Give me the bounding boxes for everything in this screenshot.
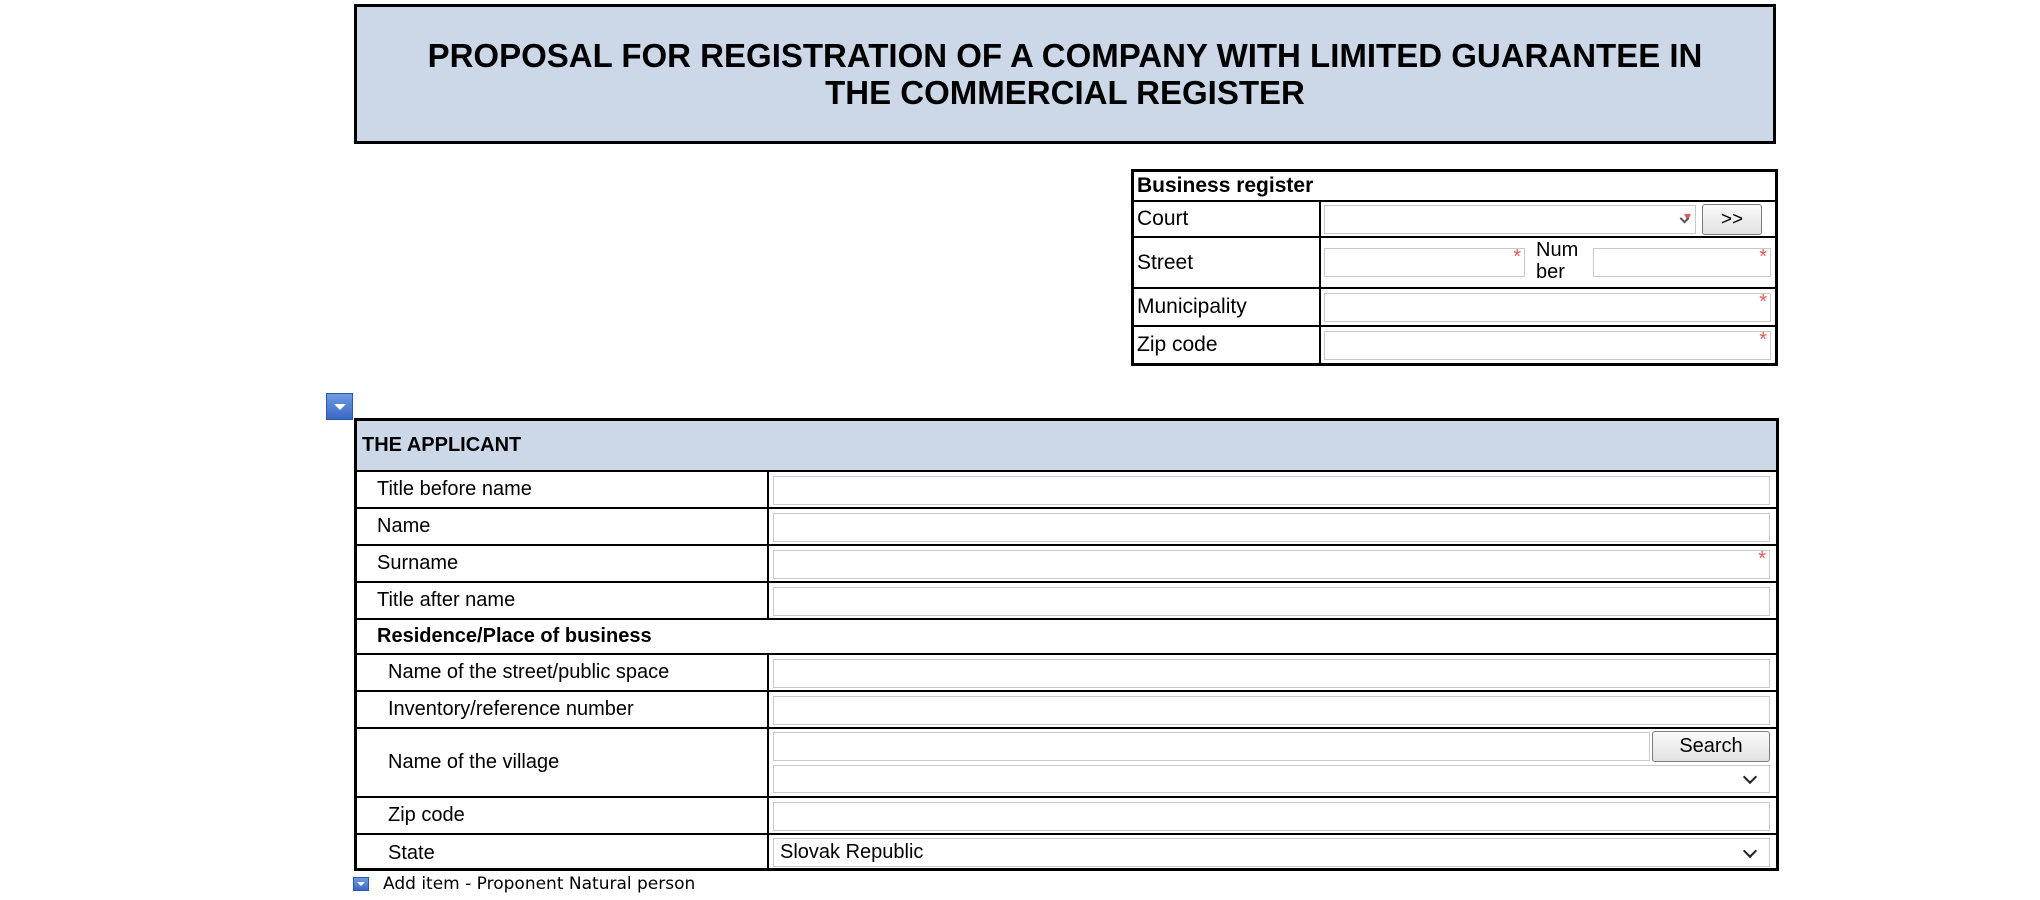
state-row bbox=[357, 835, 1776, 871]
title-after-row bbox=[357, 583, 1776, 620]
column-divider bbox=[767, 692, 769, 727]
add-item-label: Add item - Proponent Natural person bbox=[383, 874, 696, 894]
surname-row bbox=[357, 546, 1776, 583]
required-marker: * bbox=[1759, 329, 1767, 351]
chevron-down-icon bbox=[1743, 844, 1757, 858]
column-divider bbox=[767, 798, 769, 833]
court-row bbox=[1134, 200, 1775, 236]
village-label: Name of the village bbox=[388, 751, 560, 773]
title-after-label: Title after name bbox=[377, 589, 516, 611]
court-label: Court bbox=[1137, 207, 1189, 230]
street-name-row bbox=[357, 655, 1776, 692]
applicant-zip-label: Zip code bbox=[388, 804, 465, 826]
street-label: Street bbox=[1137, 250, 1194, 274]
court-select[interactable] bbox=[1324, 205, 1696, 234]
form-title-banner bbox=[354, 4, 1776, 144]
column-divider bbox=[767, 509, 769, 544]
chevron-down-icon bbox=[334, 404, 346, 410]
column-divider bbox=[767, 583, 769, 618]
zip-label: Zip code bbox=[1137, 333, 1218, 356]
required-marker-icon: ▾ bbox=[1683, 208, 1691, 224]
number-label-line-1: Num bbox=[1536, 239, 1579, 261]
column-divider bbox=[1319, 327, 1321, 363]
state-label: State bbox=[388, 841, 435, 864]
title-before-input[interactable] bbox=[773, 476, 1770, 505]
court-lookup-button[interactable]: >> bbox=[1702, 204, 1762, 235]
applicant-zip-input[interactable] bbox=[773, 802, 1770, 831]
street-name-input[interactable] bbox=[773, 659, 1770, 688]
chevron-down-icon bbox=[1743, 770, 1757, 784]
required-marker: * bbox=[1759, 246, 1767, 268]
name-label: Name bbox=[377, 515, 431, 537]
reference-number-label: Inventory/reference number bbox=[388, 698, 634, 720]
applicant-table bbox=[354, 418, 1779, 871]
state-value: Slovak Republic bbox=[780, 841, 924, 863]
surname-label: Surname bbox=[377, 552, 459, 574]
municipality-input[interactable] bbox=[1324, 293, 1771, 322]
village-row bbox=[357, 729, 1776, 798]
title-after-input[interactable] bbox=[773, 587, 1770, 616]
column-divider bbox=[767, 472, 769, 507]
required-marker: * bbox=[1513, 246, 1521, 268]
residence-heading: Residence/Place of business bbox=[377, 625, 652, 647]
business-register-table bbox=[1131, 169, 1778, 366]
number-input[interactable] bbox=[1593, 248, 1771, 277]
residence-heading-row bbox=[357, 620, 1776, 655]
number-label-line-2: ber bbox=[1536, 261, 1565, 283]
state-select[interactable] bbox=[773, 838, 1770, 867]
add-item-icon bbox=[353, 877, 369, 891]
street-name-label: Name of the street/public space bbox=[388, 661, 670, 683]
required-marker: * bbox=[1758, 548, 1766, 570]
street-row bbox=[1134, 236, 1775, 287]
column-divider bbox=[767, 835, 769, 871]
column-divider bbox=[767, 546, 769, 581]
collapse-section-toggle[interactable] bbox=[326, 393, 353, 420]
column-divider bbox=[1319, 289, 1321, 325]
column-divider bbox=[767, 655, 769, 690]
name-input[interactable] bbox=[773, 513, 1770, 542]
village-input[interactable] bbox=[773, 732, 1650, 761]
zip-input[interactable] bbox=[1324, 331, 1771, 360]
village-search-button[interactable]: Search bbox=[1652, 731, 1770, 762]
applicant-zip-row bbox=[357, 798, 1776, 835]
applicant-heading: THE APPLICANT bbox=[357, 421, 1776, 472]
municipality-row bbox=[1134, 287, 1775, 325]
required-marker: * bbox=[1759, 291, 1767, 313]
zip-row bbox=[1134, 325, 1775, 363]
village-select[interactable] bbox=[773, 765, 1770, 793]
business-register-heading: Business register bbox=[1137, 174, 1314, 197]
column-divider bbox=[1319, 238, 1321, 287]
name-row bbox=[357, 509, 1776, 546]
column-divider bbox=[767, 729, 769, 796]
form-title: PROPOSAL FOR REGISTRATION OF A COMPANY WITH LIMITED GUARANTEE IN THE COMMERCIAL REGISTER bbox=[427, 37, 1703, 111]
number-label bbox=[1536, 239, 1578, 283]
reference-number-input[interactable] bbox=[773, 696, 1770, 725]
title-before-label: Title before name bbox=[377, 478, 532, 500]
surname-input[interactable] bbox=[773, 550, 1770, 579]
title-before-row bbox=[357, 472, 1776, 509]
reference-number-row bbox=[357, 692, 1776, 729]
chevron-down-icon bbox=[357, 882, 365, 886]
column-divider bbox=[1319, 202, 1321, 236]
street-input[interactable] bbox=[1324, 248, 1525, 277]
add-item-link[interactable] bbox=[353, 874, 695, 894]
municipality-label: Municipality bbox=[1137, 295, 1247, 318]
